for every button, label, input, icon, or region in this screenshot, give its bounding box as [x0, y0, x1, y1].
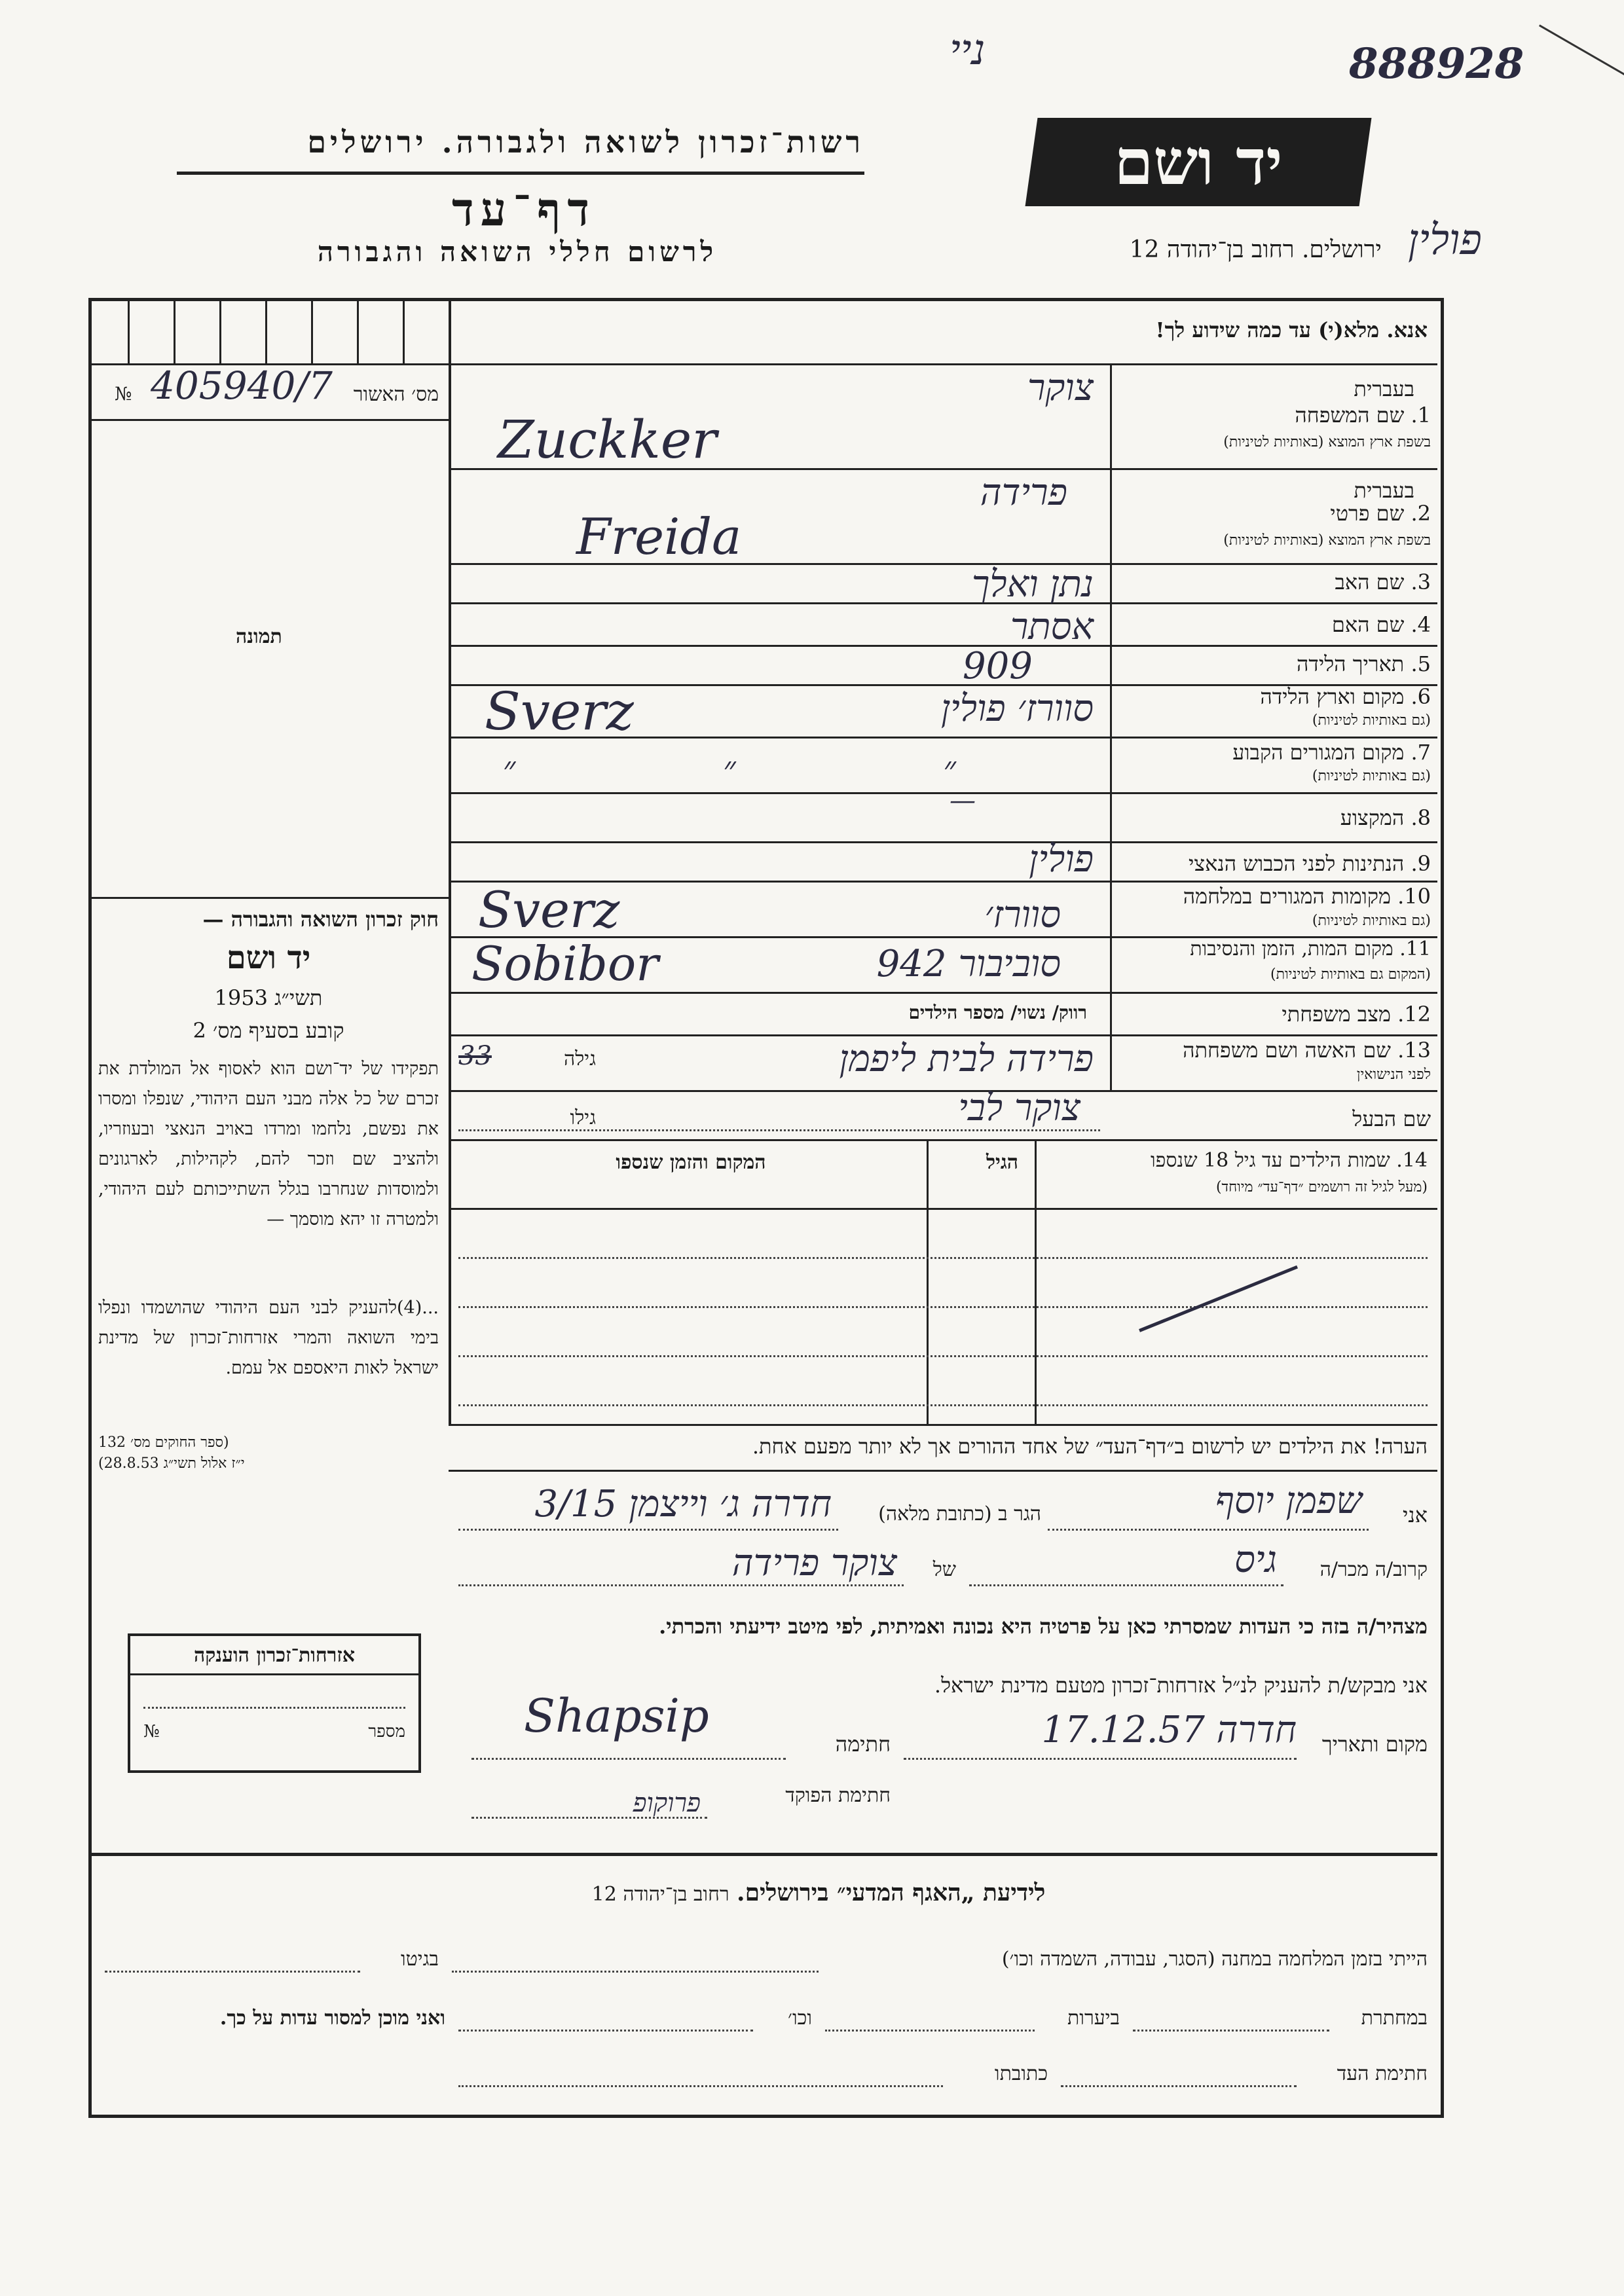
children-row-line [458, 1355, 1428, 1357]
field7-label: 7. מקום המגורים הקבוע [1232, 740, 1431, 765]
tick [174, 301, 175, 363]
approval-no-mark: № [115, 383, 132, 405]
declaration-address-line [458, 1529, 838, 1531]
yad-vashem-logo [1025, 118, 1372, 206]
field2-label: 2. שם פרטי [1330, 501, 1431, 526]
field1-latin-value: Zuckker [498, 409, 717, 470]
instruction: אנא. מלא(י) עד כמה שידוע לך! [1155, 318, 1428, 342]
declaration-request: אני מבקש/ת להעניק לנ״ל אזרחות־זכרון מטעם מדינת ישראל. [934, 1673, 1428, 1698]
tick [403, 301, 405, 363]
declaration-i-line [1048, 1529, 1369, 1531]
handwritten-country: פולין [1408, 216, 1482, 264]
tick [357, 301, 359, 363]
declaration-lives-label: הגר ב (כתובת מלאה) [878, 1503, 1041, 1525]
declaration-address-value: חדרה ג׳ וייצמן 3/15 [534, 1483, 832, 1525]
field1-hebrew-tag: בעברית [1354, 376, 1414, 401]
law-name: יד ושם [226, 939, 311, 976]
declaration-signature-line [471, 1758, 786, 1760]
field11-sub: (המקום גם באותיות לטיניות) [1270, 966, 1431, 983]
footer-ghetto-line [105, 1971, 360, 1973]
field6-sub: (גם באותיות לטיניות) [1312, 712, 1431, 729]
field1-sub: בשפת ארץ המוצא (באותיות לטיניות) [1223, 434, 1431, 450]
field9-value: פולין [1029, 838, 1094, 881]
field6-latin-value: Sverz [485, 681, 634, 742]
field11-latin-value: Sobibor [471, 936, 659, 991]
children-row-line [458, 1404, 1428, 1406]
footer-camp-line [452, 1971, 819, 1973]
declaration-of-label: של [932, 1558, 956, 1581]
footer-address-label: כתובתו [994, 2062, 1048, 2085]
tick [311, 301, 313, 363]
field9-label: 9. הנתינות לפני הכבוש הנאצי [1188, 851, 1431, 876]
children-row-line [458, 1257, 1428, 1259]
footer-address-line [458, 2085, 943, 2087]
field3-label: 3. שם האב [1335, 570, 1431, 594]
law-year: תשי״ג 1953 [214, 985, 323, 1010]
husband-rule [449, 1139, 1437, 1141]
footer-ghetto-label: בגיטו [400, 1948, 439, 1971]
footer-forests-label: ביערות [1067, 2007, 1120, 2030]
footer-forests-line [825, 2030, 1035, 2032]
field2-latin-value: Freida [576, 507, 742, 566]
children-col-divider-2 [927, 1139, 929, 1424]
footer-rule [92, 1853, 1437, 1856]
field4-value: אסתר [1010, 606, 1094, 648]
footer-hiding-line [1133, 2030, 1329, 2032]
field4-label: 4. שם האם [1331, 612, 1431, 637]
field11-label: 11. מקום המות, הזמן והנסיבות [1190, 938, 1431, 960]
children-header-rule [449, 1208, 1437, 1210]
husband-dotted-line [458, 1129, 1100, 1131]
corner-note: ניי [950, 26, 986, 75]
declaration-officer-value: פרוקופ [633, 1788, 701, 1818]
photo-label: תמונה [236, 625, 282, 648]
declaration-relative-label: קרוב/ה מכר/ה [1320, 1558, 1428, 1581]
declaration-place-date-line [904, 1758, 1297, 1760]
field10-latin-value: Sverz [478, 881, 620, 939]
declaration-statement: מצהיר/ה בזה כי העדות שמסרתי כאן על פרטיה היא נכונה ואמיתית, לפי מיטב ידיעתי והכרתי. [659, 1614, 1428, 1639]
declaration-signature-value: Shapsip [524, 1689, 709, 1743]
tick [219, 301, 221, 363]
husband-age-label: גילו [570, 1106, 596, 1129]
header-address: ירושלים. רחוב בן־יהודה 12 [1129, 236, 1382, 263]
authority-name: רשות־זכרון לשואה ולגבורה. ירושלים [307, 124, 864, 160]
row-rule [449, 1034, 1437, 1036]
children-col-place: המקום והזמן שנספו [616, 1151, 766, 1174]
instruction-rule [449, 363, 1437, 365]
footer-title-row [458, 1879, 1179, 1906]
declaration-i-label: אני [1403, 1503, 1428, 1527]
field13-label: 13. שם האשה ושם משפחתה [1183, 1038, 1431, 1063]
field10-sub: (גם באותיות לטיניות) [1312, 913, 1431, 929]
field5-label: 5. תאריך הלידה [1297, 651, 1431, 676]
children-sub: (מעל לגיל זה רושמים ״דף־עד״ מיוחד) [1215, 1179, 1428, 1195]
field2-sub: בשפת ארץ המוצא (באותיות לטיניות) [1223, 532, 1431, 549]
field3-value: נתן ואלך [971, 563, 1094, 606]
honor-box-title: אזרחות־זכרון הוענקה [130, 1636, 418, 1675]
declaration-officer-label: חתימת הפוקד [785, 1784, 891, 1807]
field1-hebrew-value: צוקר [1027, 367, 1094, 409]
declaration-relative-value: גיס [1234, 1539, 1277, 1581]
law-ref-1: (ספר החוקים מס׳ 132 [98, 1434, 229, 1451]
label-column-divider [1110, 363, 1112, 1090]
honor-box-line [143, 1675, 405, 1709]
children-col-divider-1 [1035, 1139, 1037, 1424]
field13-value: פרידה לבית ליפמן [839, 1038, 1094, 1080]
footer-witness-sig-line [1061, 2085, 1297, 2087]
approval-label: מס׳ האשור [353, 383, 439, 406]
husband-label: שם הבעל [1352, 1106, 1431, 1131]
photo-rule [92, 897, 449, 899]
approval-rule [92, 419, 449, 421]
footer-ready-label: ואני מוכן למסור עדות על כך. [219, 2007, 445, 2030]
field7-sub: (גם באותיות לטיניות) [1312, 768, 1431, 784]
note-bottom-rule [449, 1470, 1437, 1472]
form-number: 888928 [1349, 39, 1524, 88]
field5-value: 909 [963, 645, 1033, 687]
honor-box-no-mark: № [143, 1722, 160, 1741]
footer-address: רחוב בן־יהודה 12 [591, 1883, 729, 1906]
honor-box [128, 1633, 421, 1773]
left-column-divider [449, 298, 451, 1424]
declaration-place-date-label: מקום ותאריך [1321, 1732, 1428, 1757]
note-top-rule [449, 1424, 1437, 1426]
field12-value: רווק/ נשוי/ מספר הילדים [908, 1002, 1087, 1023]
declaration-officer-line [471, 1817, 707, 1819]
children-row-line [458, 1306, 1428, 1308]
law-text-2: ...(4)להעניק לבני העם היהודי שהושמדו ונפלו בימי השואה והמרי אזרחות־זכרון של מדינת ישראל לאות היאספם אל עמם. [98, 1298, 439, 1378]
field2-hebrew-value: פרידה [980, 471, 1067, 514]
field6-label: 6. מקום וארץ הלידה [1260, 684, 1431, 709]
field8-value: — [950, 786, 976, 816]
corner-stroke [1539, 24, 1624, 85]
footer-witness-sig-label: חתימת העד [1337, 2062, 1428, 2085]
field10-label: 10. מקומות המגורים במלחמה [1183, 884, 1431, 909]
tick [265, 301, 267, 363]
field13-age-label: גילה [563, 1048, 596, 1070]
field2-hebrew-tag: בעברית [1354, 478, 1414, 503]
field13-age-value: 33 [458, 1041, 492, 1071]
honor-box-number-label: מספר [368, 1722, 405, 1741]
logo-text: יד ושם [1114, 125, 1283, 199]
field6-hebrew-value: סוורז׳ פולין [940, 687, 1094, 730]
declaration-signature-label: חתימה [835, 1732, 891, 1757]
law-title: חוק זכרון השואה והגבורה — [202, 907, 439, 932]
tick [128, 301, 130, 363]
header-rule [177, 172, 864, 175]
field8-label: 8. המקצוע [1340, 805, 1431, 830]
footer-hiding-label: במחתרת [1361, 2007, 1428, 2030]
children-label: 14. שמות הילדים עד גיל 18 שנספו [1151, 1149, 1428, 1172]
field10-hebrew-value: סוורז׳ [984, 894, 1061, 936]
field1-label: 1. שם המשפחה [1295, 403, 1431, 428]
husband-value: צוקר לבי [958, 1087, 1080, 1129]
row-rule [449, 792, 1437, 794]
declaration-of-line [458, 1584, 904, 1586]
note-line: הערה! את הילדים יש לרשום ב״דף־העד״ של אחד ההורים אך לא יותר מפעם אחת. [752, 1434, 1428, 1459]
footer-title: לידיעת „האגף המדעי״ בירושלים. [737, 1879, 1046, 1906]
footer-etc-label: וכו׳ [788, 2007, 812, 2030]
declaration-i-value: שפמן יוסף [1215, 1480, 1362, 1522]
form-subtitle: לרשום חללי השואה והגבורה [317, 236, 718, 268]
declaration-place-date-value: חדרה 17.12.57 [1041, 1709, 1297, 1751]
law-clause: קובע בסעיף מס׳ 2 [193, 1018, 344, 1043]
field12-label: 12. מצב משפחתי [1282, 1002, 1431, 1027]
field13-sub: לפני הנישואין [1356, 1066, 1431, 1083]
footer-etc-line [458, 2030, 753, 2032]
declaration-relative-line [969, 1584, 1283, 1586]
row-rule [449, 992, 1437, 994]
field11-hebrew-value: סוביבור 942 [876, 943, 1061, 985]
law-text: תפקידו של יד־ושם הוא לאסוף אל המולדת את זכרם של כל אלה מבני העם היהודי, שנפלו ומסרו את נפשם, נלחמו ומרדו באויב הנאצי ובעוזריו, ולהציב שם וזכר להם, לקהילות, לארגונים ולמוסדות שנחרבו בגלל השתייכותם לעם היהודי, ולמטרה זו יהא מוסמך — [98, 1059, 439, 1230]
approval-value: 405940/7 [151, 363, 333, 408]
law-ref-2: י״ז אלול תשי״ג 28.8.53) [98, 1455, 245, 1472]
field7-value: ״ ״ ״ [502, 750, 1054, 789]
children-col-age: הגיל [986, 1151, 1018, 1174]
footer-camp-label: הייתי בזמן המלחמה במחנה (הסגר, עבודה, השמדה וכו׳) [1001, 1948, 1428, 1971]
form-title: דף־עד [451, 182, 596, 236]
declaration-of-value: צוקר פרידה [731, 1542, 897, 1584]
